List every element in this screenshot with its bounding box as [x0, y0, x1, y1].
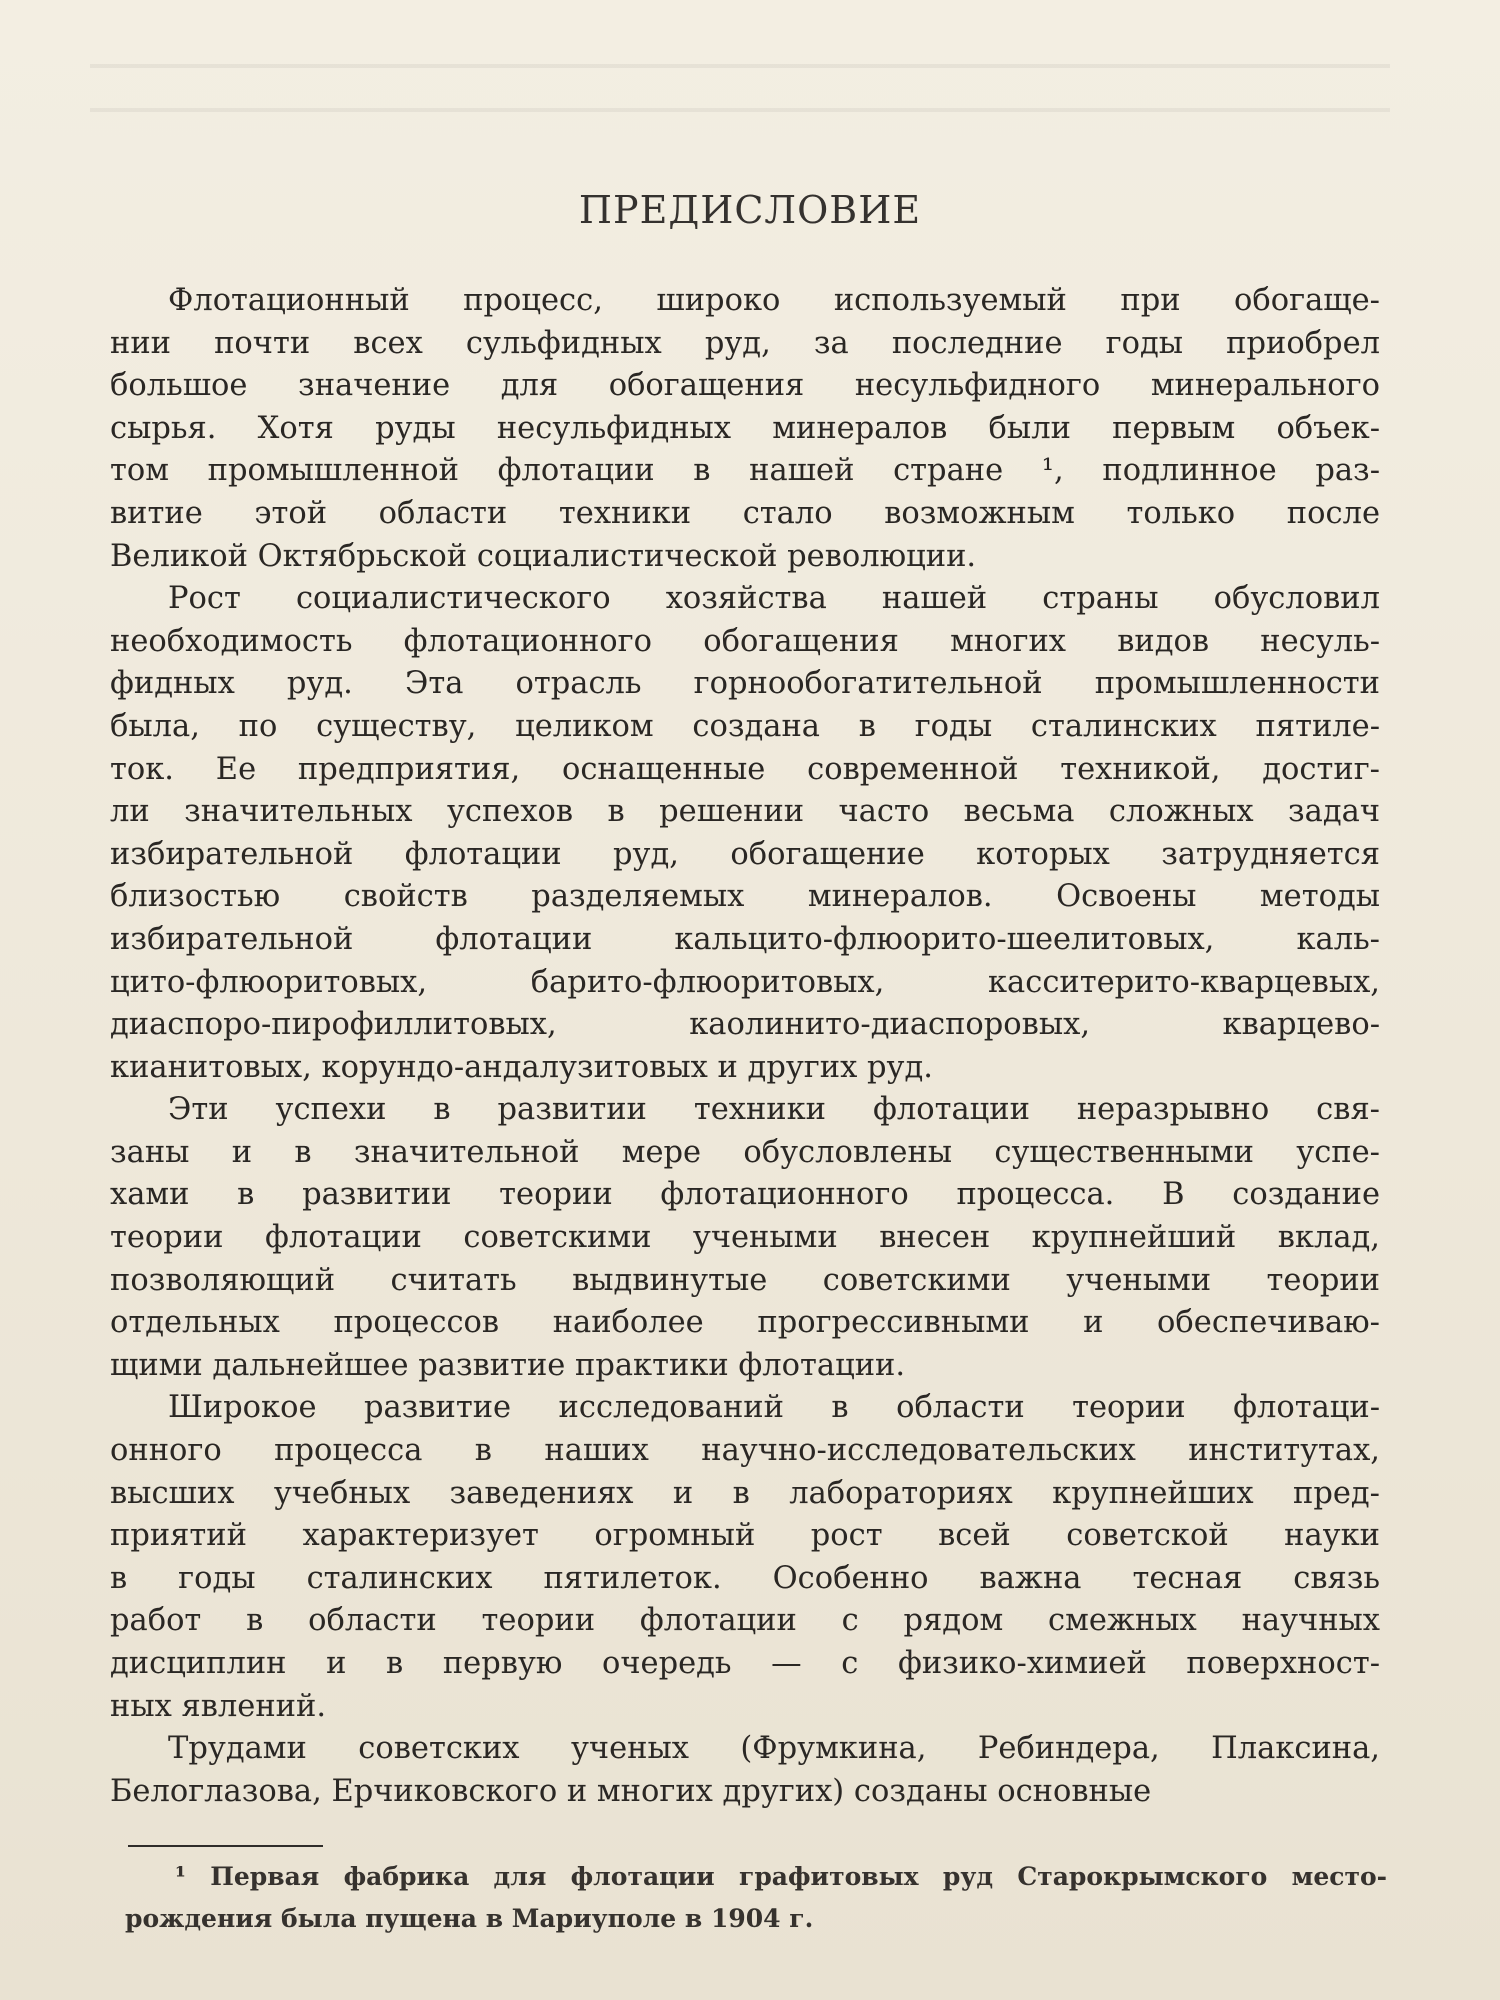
- text-line: теории флотации советскими учеными внесен крупнейший вклад,: [110, 1220, 1380, 1256]
- text-line: кианитовых, корундо-андалузитовых и других руд.: [110, 1049, 933, 1085]
- footnote: [125, 1856, 1387, 1940]
- text-line: хами в развитии теории флотационного процесса. В создание: [110, 1177, 1380, 1213]
- text-line: избирательной флотации руд, обогащение которых затрудняется: [110, 836, 1380, 872]
- text-line: Эти успехи в развитии техники флотации неразрывно свя-: [168, 1092, 1380, 1128]
- text-line: позволяющий считать выдвинутые советскими учеными теории: [110, 1262, 1380, 1298]
- paragraph: [110, 280, 1380, 578]
- text-line: Широкое развитие исследований в области теории флотаци-: [168, 1390, 1380, 1426]
- text-line: ли значительных успехов в решении часто весьма сложных задач: [110, 794, 1380, 830]
- text-line: сырья. Хотя руды несульфидных минералов были первым объек-: [110, 410, 1380, 446]
- text-line: Флотационный процесс, широко используемый при обогаще-: [168, 283, 1380, 318]
- text-line: большое значение для обогащения несульфидного минерального: [110, 368, 1380, 404]
- text-line: была, по существу, целиком создана в годы сталинских пятиле-: [110, 708, 1380, 744]
- text-line: Великой Октябрьской социалистической революции.: [110, 538, 977, 574]
- text-line: нии почти всех сульфидных руд, за последние годы приобрел: [110, 325, 1380, 361]
- paragraph: [110, 578, 1380, 1089]
- text-line: работ в области теории флотации с рядом смежных научных: [110, 1603, 1380, 1639]
- text-line: Трудами советских ученых (Фрумкина, Ребиндера, Плаксина,: [168, 1731, 1380, 1767]
- text-line: щими дальнейшее развитие практики флотации.: [110, 1347, 906, 1383]
- footnote-line: рождения была пущена в Мариуполе в 1904 г.: [125, 1904, 814, 1933]
- show-through-text: [90, 40, 1390, 150]
- paragraph: [110, 1728, 1380, 1813]
- text-line: приятий характеризует огромный рост всей советской науки: [110, 1518, 1380, 1554]
- text-line: избирательной флотации кальцито-флюорито-шеелитовых, каль-: [110, 921, 1380, 957]
- text-line: ток. Ее предприятия, оснащенные современной техникой, достиг-: [110, 751, 1380, 787]
- text-line: фидных руд. Эта отрасль горнообогатительной промышленности: [110, 666, 1380, 702]
- text-line: высших учебных заведениях и в лабораториях крупнейших пред-: [110, 1475, 1380, 1511]
- text-line: близостью свойств разделяемых минералов. Освоены методы: [110, 879, 1380, 915]
- text-line: ных явлений.: [110, 1688, 327, 1724]
- text-line: том промышленной флотации в нашей стране ¹, подлинное раз-: [110, 453, 1380, 489]
- footnote-line: ¹ Первая фабрика для флотации графитовых руд Старокрымского место-: [175, 1862, 1387, 1891]
- text-line: заны и в значительной мере обусловлены существенными успе-: [110, 1134, 1380, 1170]
- text-line: витие этой области техники стало возможным только после: [110, 495, 1380, 531]
- paragraph: [110, 1387, 1380, 1728]
- text-line: Белоглазова, Ерчиковского и многих других) созданы основные: [110, 1773, 1152, 1809]
- text-line: отдельных процессов наиболее прогрессивными и обеспечиваю-: [110, 1305, 1380, 1341]
- page-title: ПРЕДИСЛОВИЕ: [578, 188, 922, 232]
- text-line: в годы сталинских пятилеток. Особенно важна тесная связь: [110, 1560, 1380, 1596]
- text-line: Рост социалистического хозяйства нашей страны обусловил: [168, 581, 1380, 617]
- body-text: [110, 280, 1380, 1813]
- footnote-rule: [128, 1845, 323, 1847]
- text-line: цито-флюоритовых, барито-флюоритовых, касситерито-кварцевых,: [110, 964, 1380, 1000]
- text-line: онного процесса в наших научно-исследовательских институтах,: [110, 1433, 1380, 1469]
- paragraph: [110, 1089, 1380, 1387]
- text-line: дисциплин и в первую очередь — с физико-химией поверхност-: [110, 1646, 1380, 1681]
- text-line: диаспоро-пирофиллитовых, каолинито-диаспоровых, кварцево-: [110, 1007, 1380, 1043]
- text-line: необходимость флотационного обогащения многих видов несуль-: [110, 623, 1380, 659]
